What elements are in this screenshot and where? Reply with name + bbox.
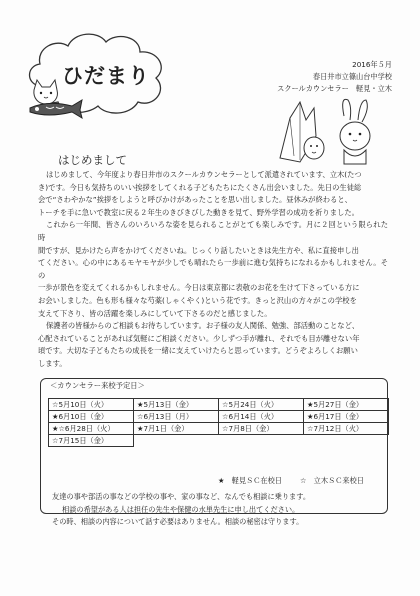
body-line: はじめまして、今年度より春日井市のスクールカウンセラーとして派遣されています、立木(たつ (46, 170, 362, 179)
body-line: 会で“さわやかな”挨拶をしようと呼びかけがあったことを思い出しました。昼休みが終わると、 (38, 195, 352, 205)
school-name: 春日井市立篠山台中学校 (312, 72, 392, 81)
body-line: 一歩が景色を変えてくれるかもしれません。今日は東京都に表敬のお花を生けて下さっている方に (38, 283, 360, 293)
footer-text (52, 491, 382, 529)
footer-line: 友達の事や部活の事などの学校の事や、家の事など、なんでも相談に乗ります。 (52, 492, 311, 501)
schedule-cell: ★5月27日（金） (304, 399, 389, 411)
author-line: スクールカウンセラー 軽見・立木 (277, 84, 392, 93)
schedule-cell: ★6月10日（金） (49, 411, 134, 423)
body-line: これから一年間、皆さんのいろいろな姿を見られることがとても楽しみです。月に２回という限られた時 (38, 220, 388, 242)
table-row (49, 423, 389, 435)
legend-karumi: ★ 軽見ＳＣ在校日 (218, 476, 282, 485)
schedule-cell: ☆6月14日（火） (219, 411, 304, 423)
footer-line: 相談の希望がある人は担任の先生や保健の水単先生に申し出てください。 (62, 504, 300, 514)
schedule-cell: ☆7月8日（金） (219, 423, 304, 435)
schedule-cell: ★5月13日（金） (134, 399, 219, 411)
schedule-cell: ★☆6月28日（火） (49, 423, 134, 435)
table-row (49, 435, 389, 447)
schedule-cell: ★7月1日（金） (134, 423, 219, 435)
legend-tachiki: ☆ 立木ＳＣ来校日 (300, 476, 364, 485)
schedule-cell: ☆5月10日（火） (49, 399, 134, 411)
schedule-cell (219, 435, 304, 447)
body-line: 保護者の皆様からのご相談もお待ちしています。お子様の友人関係、勉強、部活動のことなど、 (46, 321, 360, 331)
schedule-cell: ☆7月12日（火） (304, 423, 389, 435)
newsletter-title: ひだまり (62, 64, 150, 88)
kabuto-rabbit-illustration (270, 96, 380, 168)
schedule-title: ＜カウンセラー来校予定日＞ (50, 381, 145, 390)
body-line: 頃です。大切な子どもたちの成長を一緒に支えていけたらと思っています。どうぞよろしくお願い (38, 346, 358, 356)
schedule-cell (134, 435, 219, 447)
schedule-table (48, 398, 389, 447)
schedule-cell: ☆5月24日（火） (219, 399, 304, 411)
greeting-heading: はじめまして (58, 153, 127, 167)
body-line: き)です。今日も気持ちのいい挨拶をしてくれる子どもたちにたくさん出会いました。先日の生徒総 (38, 182, 362, 192)
footer-line: その時、相談の内容について話す必要はありません。相談の秘密は守ります。 (52, 517, 304, 526)
schedule-cell: ★6月17日（金） (304, 411, 389, 423)
body-line: てください。心の中にあるモヤモヤが少しでも晴れたら一歩前に進む気持ちになれるかもしれません。その (38, 258, 388, 280)
table-row (49, 399, 389, 411)
schedule-cell: ☆6月13日（月） (134, 411, 219, 423)
body-line: お会いしました。色も形も様々な芍薬(しゃくやく)という花です。きっと沢山の方々がこの学校を (38, 295, 357, 305)
body-line: トーチを手に急いで教室に戻る２年生のきびきびした動きを見て、野外学習の成功を祈りました。 (38, 207, 359, 217)
table-row (49, 411, 389, 423)
body-line: します。 (38, 358, 67, 368)
body-line: 心配されていることがあれば気軽にご相談ください。少しずつ手が離れ、それでも目が離せない年 (38, 333, 360, 343)
body-line: 間ですが、見かけたら声をかけてくださいね。じっくり話したいときは先生方や、私に直接申し出 (38, 245, 359, 255)
cat-koinobori-illustration (28, 76, 84, 120)
issue-date: 2016年５月 (352, 60, 392, 69)
body-line: 支えて下さり、皆の活躍を楽しみにしていて下さるのだと感じました。 (38, 308, 272, 318)
schedule-cell: ☆7月15日（金） (49, 435, 134, 447)
body-text (38, 169, 388, 371)
schedule-cell (304, 435, 389, 447)
